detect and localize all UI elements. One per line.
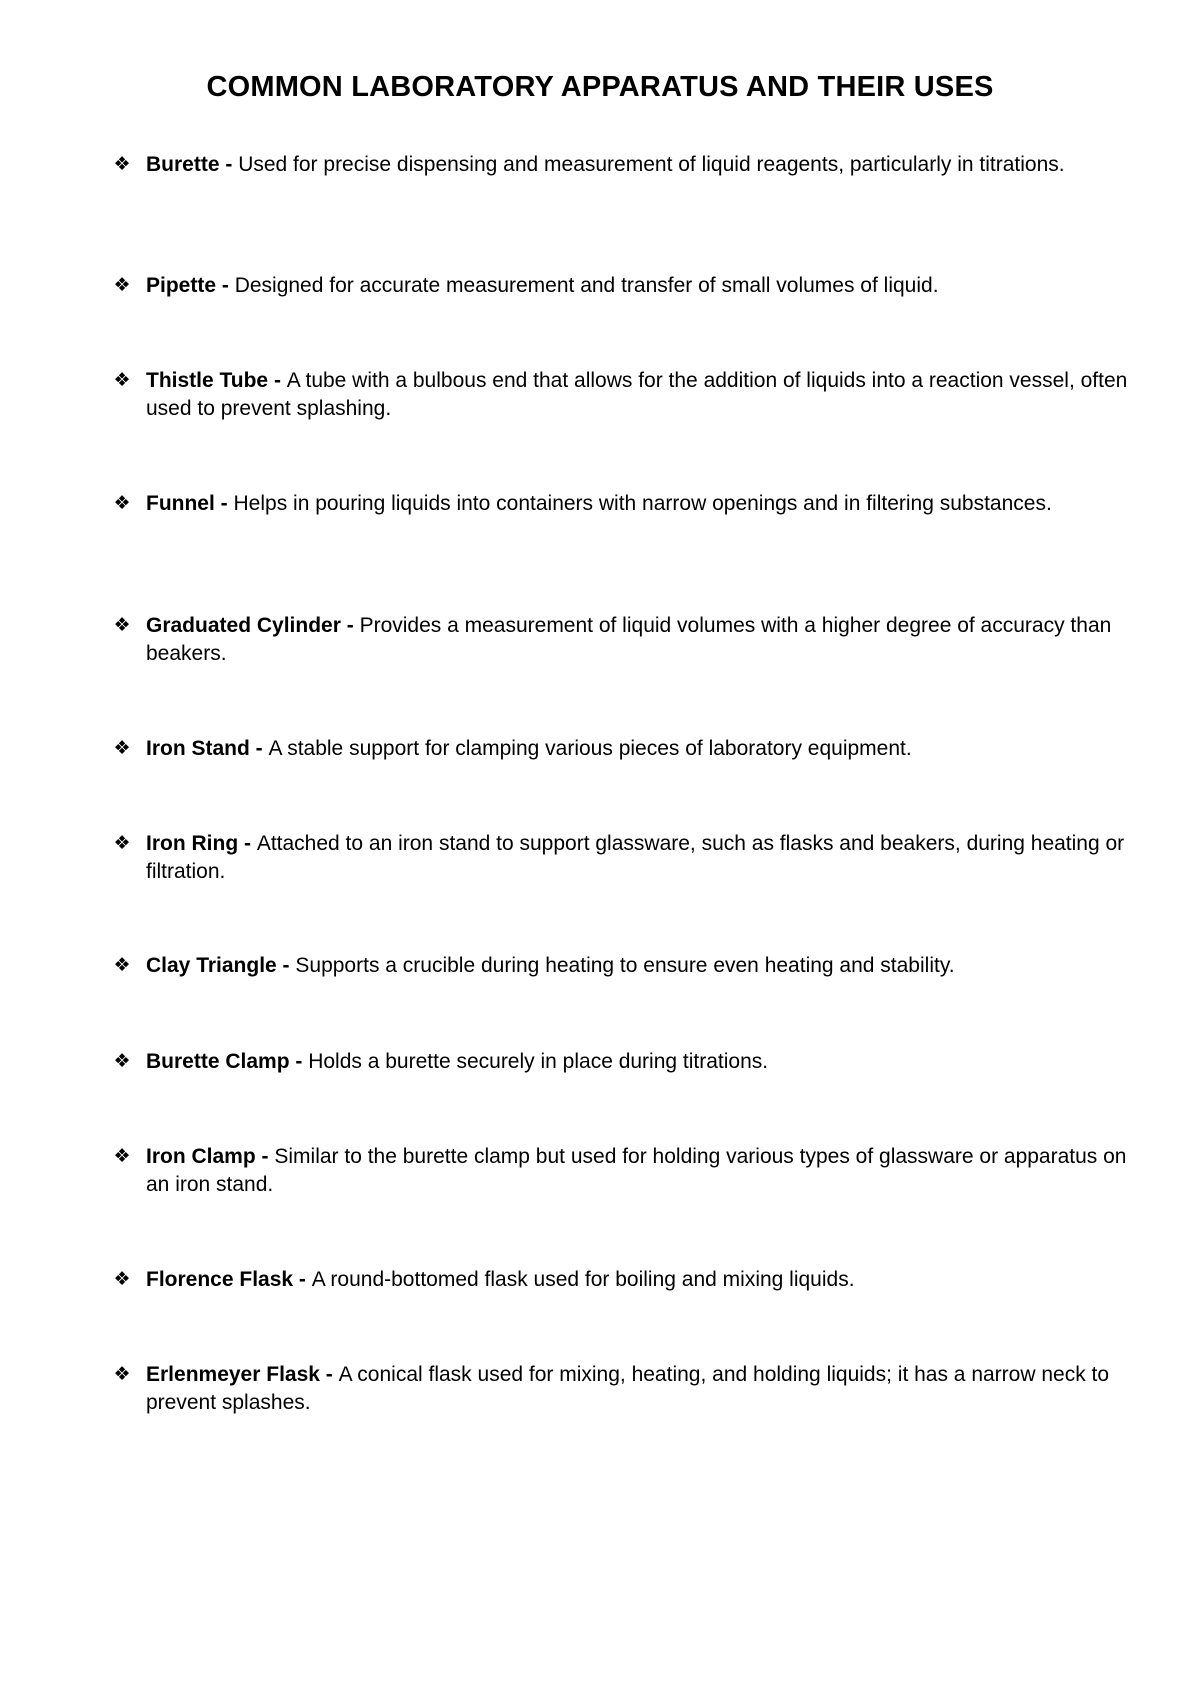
- item-term: Pipette: [146, 274, 217, 297]
- item-term: Burette Clamp: [146, 1050, 290, 1073]
- item-description: A tube with a bulbous end that allows for the addition of liquids into a reaction vessel, often used to prevent splashing.: [146, 369, 1128, 420]
- diamond-bullet-icon: ❖: [113, 1269, 131, 1290]
- diamond-bullet-icon: ❖: [113, 1146, 131, 1167]
- item-term: Funnel: [146, 492, 215, 515]
- diamond-bullet-icon: ❖: [113, 493, 131, 514]
- item-text: Clay Triangle - Supports a crucible during heating to ensure even heating and stability.: [146, 954, 955, 977]
- item-term: Iron Stand: [146, 737, 250, 760]
- diamond-bullet-icon: ❖: [113, 738, 131, 759]
- item-term: Graduated Cylinder: [146, 614, 341, 637]
- item-description: Designed for accurate measurement and transfer of small volumes of liquid.: [234, 274, 939, 297]
- item-term: Iron Ring: [146, 832, 239, 855]
- item-text: Burette Clamp - Holds a burette securely in place during titrations.: [146, 1050, 769, 1073]
- item-description: Holds a burette securely in place during titrations.: [308, 1050, 769, 1073]
- item-text: Funnel - Helps in pouring liquids into containers with narrow openings and in filtering substances.: [146, 492, 1052, 515]
- item-text: Erlenmeyer Flask - A conical flask used for mixing, heating, and holding liquids; it has a narrow neck to prevent splashes.: [146, 1363, 1110, 1414]
- diamond-bullet-icon: ❖: [113, 833, 131, 854]
- diamond-bullet-icon: ❖: [113, 370, 131, 391]
- item-text: Florence Flask - A round-bottomed flask used for boiling and mixing liquids.: [146, 1268, 855, 1291]
- item-description: Similar to the burette clamp but used for holding various types of glassware or apparatus on an iron stand.: [146, 1145, 1127, 1196]
- diamond-bullet-icon: ❖: [113, 154, 131, 175]
- diamond-bullet-icon: ❖: [113, 615, 131, 636]
- diamond-bullet-icon: ❖: [113, 275, 131, 296]
- item-description: Attached to an iron stand to support glassware, such as flasks and beakers, during heating or filtration.: [146, 832, 1125, 883]
- item-description: A conical flask used for mixing, heating, and holding liquids; it has a narrow neck to prevent splashes.: [146, 1363, 1110, 1414]
- item-term: Burette: [146, 153, 220, 176]
- item-description: A stable support for clamping various pieces of laboratory equipment.: [268, 737, 912, 760]
- item-term: Erlenmeyer Flask: [146, 1363, 320, 1386]
- diamond-bullet-icon: ❖: [113, 955, 131, 976]
- item-term: Clay Triangle: [146, 954, 277, 977]
- item-text: Burette - Used for precise dispensing and measurement of liquid reagents, particularly in titrations.: [146, 153, 1065, 176]
- item-term: Florence Flask: [146, 1268, 294, 1291]
- item-text: Graduated Cylinder - Provides a measurement of liquid volumes with a higher degree of accuracy than beakers.: [146, 614, 1112, 665]
- diamond-bullet-icon: ❖: [113, 1364, 131, 1385]
- diamond-bullet-icon: ❖: [113, 1051, 131, 1072]
- item-text: Pipette - Designed for accurate measurement and transfer of small volumes of liquid.: [146, 274, 939, 297]
- item-text: Iron Ring - Attached to an iron stand to support glassware, such as flasks and beakers, during heating or filtration.: [146, 832, 1125, 883]
- item-description: Used for precise dispensing and measurement of liquid reagents, particularly in titrations.: [238, 153, 1065, 176]
- item-text: Thistle Tube - A tube with a bulbous end that allows for the addition of liquids into a reaction vessel, often used to prevent splashing.: [146, 369, 1128, 420]
- item-term: Thistle Tube: [146, 369, 269, 392]
- item-term: Iron Clamp: [146, 1145, 256, 1168]
- item-description: A round-bottomed flask used for boiling and mixing liquids.: [311, 1268, 855, 1291]
- item-description: Helps in pouring liquids into containers with narrow openings and in filtering substances.: [233, 492, 1052, 515]
- item-description: Supports a crucible during heating to ensure even heating and stability.: [295, 954, 955, 977]
- item-text: Iron Clamp - Similar to the burette clamp but used for holding various types of glassware or apparatus on an iron stand.: [146, 1145, 1127, 1196]
- item-description: Provides a measurement of liquid volumes with a higher degree of accuracy than beakers.: [146, 614, 1112, 665]
- page-title: COMMON LABORATORY APPARATUS AND THEIR USES: [206, 71, 994, 103]
- item-text: Iron Stand - A stable support for clamping various pieces of laboratory equipment.: [146, 737, 912, 760]
